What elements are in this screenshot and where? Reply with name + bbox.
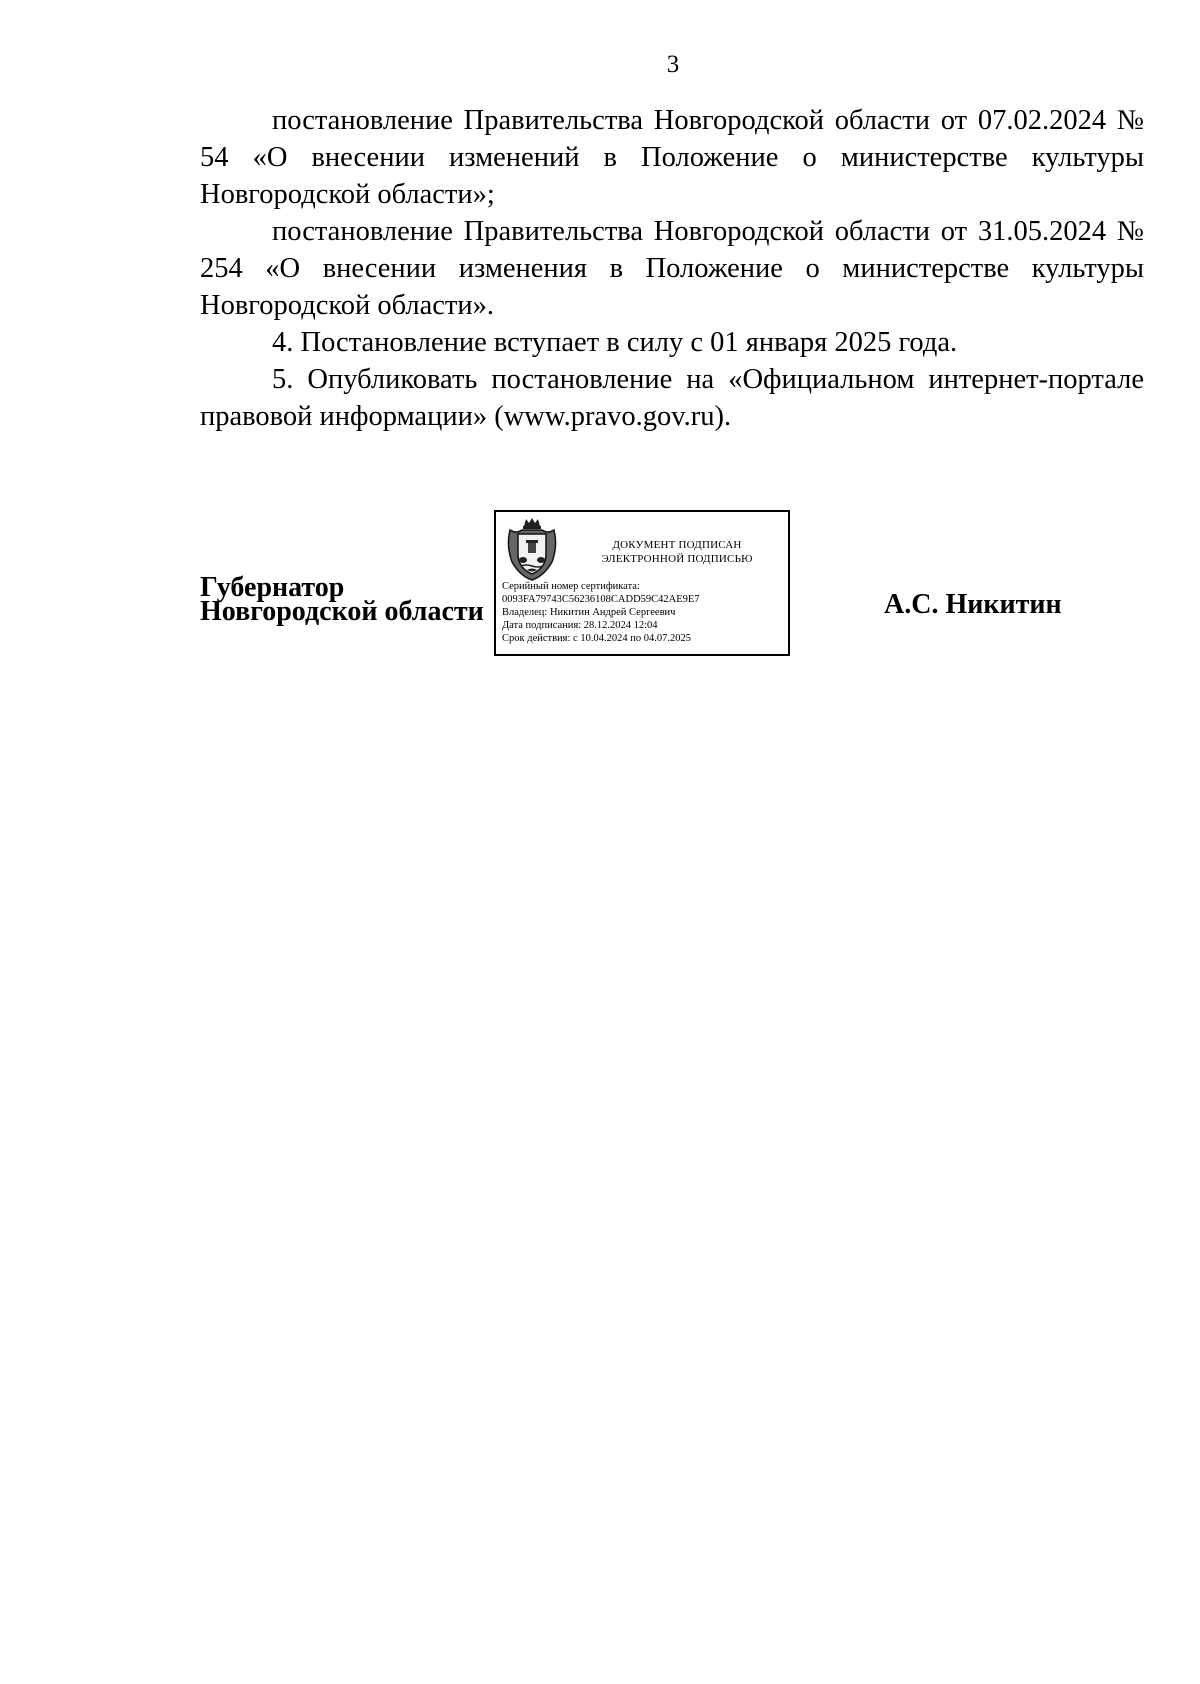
paragraph-effective-date: 4. Постановление вступает в силу с 01 января 2025 года. bbox=[272, 327, 958, 358]
coat-of-arms-icon bbox=[502, 516, 562, 582]
signature-block bbox=[0, 510, 1200, 660]
page-number: 3 bbox=[666, 51, 680, 78]
stamp-details bbox=[502, 580, 700, 645]
signer-name: А.С. Никитин bbox=[884, 589, 1062, 620]
stamp-validity: Срок действия: с 10.04.2024 по 04.07.2025 bbox=[502, 633, 691, 644]
paragraph-amendment-254: постановление Правительства Новгородской области от 31.05.2024 № 254 «О внесении изменения в Положение о министерстве культуры Новгородской области». bbox=[200, 216, 1144, 321]
stamp-heading-line2: ЭЛЕКТРОННОЙ ПОДПИСЬЮ bbox=[601, 553, 753, 565]
stamp-signed-date: Дата подписания: 28.12.2024 12:04 bbox=[502, 620, 658, 631]
stamp-serial-value: 0093FA79743C56236108CADD59C42AE9E7 bbox=[502, 594, 700, 605]
stamp-serial-label: Серийный номер сертификата: bbox=[502, 581, 640, 592]
stamp-owner: Владелец: Никитин Андрей Сергеевич bbox=[502, 607, 676, 618]
electronic-signature-stamp bbox=[494, 510, 790, 656]
signer-title-line2: Новгородской области bbox=[200, 596, 484, 627]
signer-title bbox=[200, 572, 484, 627]
paragraph-amendment-54: постановление Правительства Новгородской области от 07.02.2024 № 54 «О внесении изменений в Положение о министерстве культуры Новгородской области»; bbox=[200, 105, 1144, 210]
document-body bbox=[200, 102, 1144, 435]
signer-title-line1: Губернатор bbox=[200, 572, 345, 603]
paragraph-publication: 5. Опубликовать постановление на «Официальном интернет-портале правовой информации» (www.pravo.gov.ru). bbox=[200, 364, 1144, 432]
stamp-heading-line1: ДОКУМЕНТ ПОДПИСАН bbox=[612, 539, 742, 551]
stamp-heading bbox=[574, 538, 780, 566]
